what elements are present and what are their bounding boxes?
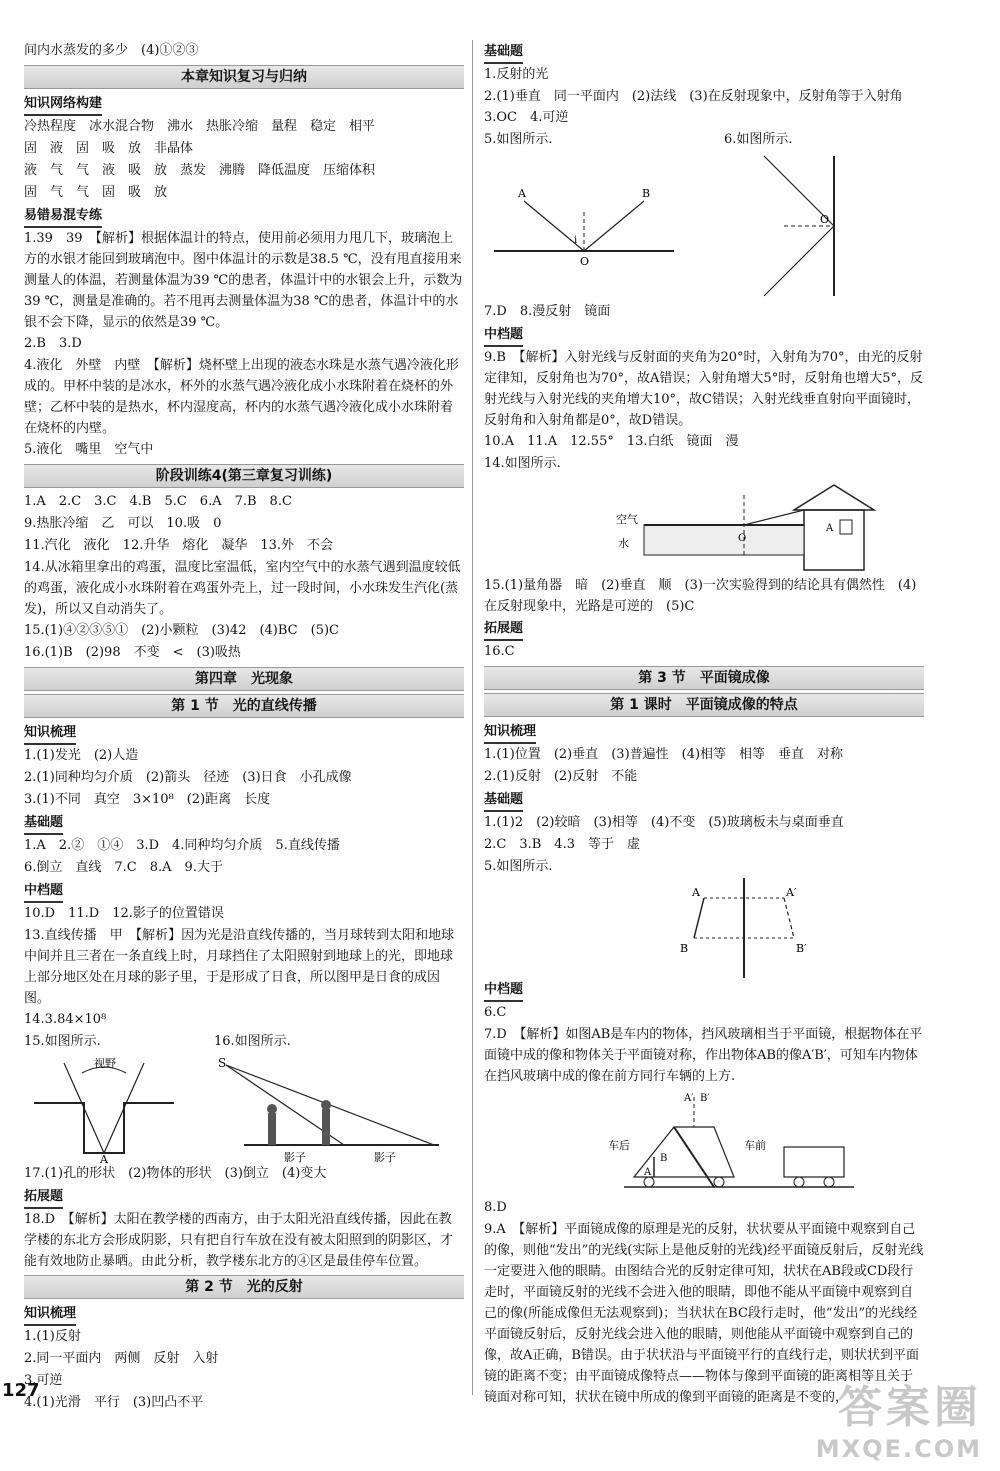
- answer-item: 1.(1)发光 (2)人造: [24, 748, 139, 763]
- ext-heading: 拓展题: [484, 619, 523, 641]
- answer-item: 5.液化 嘴里 空气中: [24, 442, 154, 457]
- answer-item: 2.(1)垂直 同一平面内 (2)法线 (3)在反射现象中，反射角等于入射角: [484, 89, 903, 104]
- answer-item: 10.D 11.D 12.影子的位置错误: [24, 906, 224, 921]
- page-number: 127: [2, 1380, 40, 1401]
- network-row: 冷热程度 冰水混合物 沸水 热胀冷缩 量程 稳定 相平: [24, 119, 376, 134]
- answer-item: 16.C: [484, 644, 515, 659]
- answer-item: 2.同一平面内 两侧 反射 入射: [24, 1351, 219, 1366]
- label-a: A: [692, 886, 700, 899]
- figure-6: [724, 129, 904, 301]
- answer-item: 9.A 【解析】平面镜成像的原理是光的反射，状状要从平面镜中观察到自己的像，则他“发出”的光线(实际上是他反射的光线)经平面镜反射后，反射光线一定要进入他的眼睛。由图结合光的反射定律可知，状状在AB段或CD段行走时，平面镜反射的光线不会进入他的眼睛，即他不能从平面镜中观察到自己的像(所能成像但无法观察到)；当状状在BC段行走时，他“发出”的光线经平面镜反射后，反射光线会进入他的眼睛，则他能从平面镜中观察到自己的像，故A正确，B错误。由于状状沿与平面镜平行的直线行走，则状状到平面镜的距离不变；由平面镜成像特点——物体与像到平面镜的距离相等且关于镜面对称可知，状状在镜中所成的像到平面镜的距离是不变的，: [484, 1222, 924, 1405]
- figure-caption: 16.如图所示.: [214, 1034, 291, 1049]
- figure-16: [214, 1031, 444, 1163]
- figures-5-6: [484, 129, 924, 301]
- label-i: i: [574, 235, 578, 246]
- answer-item: 16.(1)B (2)98 不变 < (3)吸热: [24, 645, 241, 660]
- label-a-prime: A′: [786, 886, 797, 899]
- answer-item: 14.从冰箱里拿出的鸡蛋，温度比室温低，室内空气中的水蒸气遇到温度较低的鸡蛋，液化成小水珠附着在鸡蛋外壳上，过一段时间，小水珠发生汽化(蒸发)，所以又自动消失了。: [24, 560, 461, 617]
- answer-item: 1.(1)位置 (2)垂直 (3)普遍性 (4)相等 相等 垂直 对称: [484, 747, 844, 762]
- label-shadow: 影子: [284, 1151, 306, 1163]
- answer-item: 11.汽化 液化 12.升华 熔化 凝华 13.外 不会: [24, 538, 334, 553]
- column-divider: [472, 40, 473, 1395]
- label-rear: 车后: [608, 1139, 630, 1152]
- label-o: O: [738, 533, 747, 544]
- answer-item: 7.D 【解析】如图AB是车内的物体，挡风玻璃相当于平面镜，根据物体在平面镜中成的像和物体关于平面镜对称，作出物体AB的像A′B′，可知车内物体在挡风玻璃中成的像在前方同行车辆的上方.: [484, 1027, 923, 1084]
- label-b: B: [642, 187, 651, 200]
- answer-item: 8.D: [484, 1200, 507, 1215]
- answer-item: 5.如图所示.: [484, 859, 553, 874]
- answer-item: 18.D 【解析】太阳在教学楼的西南方，由于太阳光沿直线传播，因此在教学楼的东北方会形成阴影，只有把自行车放在没有被太阳照到的阴影区，才能有效地防止暴晒。由此分析，教学楼东北方的④区是最佳停车位置。: [24, 1212, 454, 1269]
- label-water: 水: [618, 537, 629, 550]
- label-o: O: [580, 255, 590, 268]
- answer-item: 1.反射的光: [484, 67, 549, 82]
- reflection-diagram: [484, 151, 684, 271]
- vertical-mirror-diagram: [724, 151, 904, 301]
- chapter-banner: 第四章 光现象: [24, 667, 464, 691]
- errors-heading: 易错易混专练: [24, 206, 102, 228]
- basic-heading: 基础题: [484, 42, 523, 64]
- answer-item: 14.如图所示.: [484, 456, 561, 471]
- sorting-heading: 知识梳理: [24, 1304, 76, 1326]
- answer-item: 2.(1)同种均匀介质 (2)箭头 径迹 (3)日食 小孔成像: [24, 770, 352, 785]
- answer-item: 3.可逆: [24, 1373, 63, 1388]
- chapter-review-banner: 本章知识复习与归纳: [24, 65, 464, 89]
- answer-item: 13.直线传播 甲 【解析】因为光是沿直线传播的，当月球转到太阳和地球中间并且三者在一条直线上时，月球挡住了太阳照射到地球上的光，即地球上部分地区处在月球的影子里，于是形成了日食，所以图甲是日食的成因图。: [24, 928, 455, 1006]
- answer-item: 2.C 3.B 4.3 等于 虚: [484, 837, 640, 852]
- answer-item: 9.B 【解析】入射光线与反射面的夹角为20°时，入射角为70°，由光的反射定律知，反射角也为70°，故A错误；入射角增大5°时，反射角也增大5°，反射光线与入射光线的夹角增大10°，故C错误；入射光线垂直射向平面镜时，反射角和入射角都是0°，故D错误。: [484, 350, 923, 428]
- label-b-prime: B′: [796, 942, 807, 955]
- figure-mirror-image: [644, 878, 844, 978]
- label-front: 车前: [744, 1139, 766, 1152]
- lesson-banner: 第 1 课时 平面镜成像的特点: [484, 693, 924, 717]
- figure-15: [24, 1031, 194, 1163]
- figure-14-house-pond: [604, 475, 904, 575]
- network-heading: 知识网络构建: [24, 94, 102, 116]
- answer-item: 1.(1)2 (2)较暗 (3)相等 (4)不变 (5)玻璃板未与桌面垂直: [484, 815, 844, 830]
- figure-caption: 15.如图所示.: [24, 1034, 101, 1049]
- label-o: O: [820, 213, 830, 226]
- watermark-text: 答案圈: [838, 1382, 982, 1433]
- answer-item: 4.(1)光滑 平行 (3)凹凸不平: [24, 1395, 204, 1410]
- left-column: [24, 40, 464, 1414]
- answer-item: 10.A 11.A 12.55° 13.白纸 镜面 漫: [484, 434, 739, 449]
- stage-training-banner: 阶段训练4(第三章复习训练): [24, 464, 464, 488]
- figure-caption: 5.如图所示.: [484, 132, 553, 147]
- person-1: [268, 1113, 276, 1145]
- section-banner: 第 2 节 光的反射: [24, 1275, 464, 1299]
- watermark-url: MXQE.COM: [815, 1435, 982, 1463]
- label-b: B: [660, 1153, 668, 1164]
- intro-line: 间内水蒸发的多少 (4)①②③: [24, 43, 199, 58]
- network-row: 液 气 气 液 吸 放 蒸发 沸腾 降低温度 压缩体积: [24, 163, 376, 178]
- answer-item: 14.3.84×10⁸: [24, 1012, 107, 1027]
- basic-heading: 基础题: [484, 790, 523, 812]
- label-b-prime: B′: [700, 1093, 710, 1104]
- mid-heading: 中档题: [484, 980, 523, 1002]
- answer-item: 2.(1)反射 (2)反射 不能: [484, 769, 638, 784]
- figures-15-16: [24, 1031, 464, 1163]
- section-banner: 第 1 节 光的直线传播: [24, 694, 464, 718]
- shadow-diagram: [214, 1053, 444, 1163]
- answer-item: 1.39 39 【解析】根据体温计的特点，使用前必须用力甩几下，玻璃泡上方的水银才能回到玻璃泡中。图中体温计的示数是38.5 ℃，没有甩直接用来测量人的体温，若测量体温为39 ℃的患者，体温计中的水银会上升，示数为39 ℃，测量是准确的。若不甩再去测量体温为38 ℃的患者，体温计中的水银不会下降，显示的依然是39 ℃。: [24, 231, 463, 330]
- answer-item: 7.D 8.漫反射 镜面: [484, 304, 611, 319]
- answer-item: 6.倒立 直线 7.C 8.A 9.大于: [24, 860, 223, 875]
- answer-item: 1.A 2.C 3.C 4.B 5.C 6.A 7.B 8.C: [24, 494, 292, 509]
- ext-heading: 拓展题: [24, 1187, 63, 1209]
- mid-heading: 中档题: [484, 325, 523, 347]
- basic-heading: 基础题: [24, 813, 63, 835]
- label-s: S: [218, 1056, 227, 1070]
- label-view: 视野: [94, 1057, 116, 1070]
- label-a: A: [644, 1167, 652, 1178]
- network-row: 固 液 固 吸 放 非晶体: [24, 141, 194, 156]
- right-column: [484, 40, 924, 1408]
- label-a: A: [826, 523, 834, 534]
- label-a-prime: A′: [684, 1093, 694, 1104]
- sorting-heading: 知识梳理: [24, 723, 76, 745]
- mid-heading: 中档题: [24, 881, 63, 903]
- label-b: B: [680, 942, 689, 955]
- answer-item: 3.OC 4.可逆: [484, 110, 569, 125]
- answer-item: 3.(1)不同 真空 3×10⁸ (2)距离 长度: [24, 792, 271, 807]
- answer-item: 9.热胀冷缩 乙 可以 10.吸 0: [24, 516, 222, 531]
- answer-item: 15.(1)④②③⑤① (2)小颗粒 (3)42 (4)BC (5)C: [24, 623, 339, 638]
- network-row: 固 气 气 固 吸 放: [24, 185, 168, 200]
- answer-item: 1.(1)反射: [24, 1329, 81, 1344]
- label-shadow: 影子: [374, 1151, 396, 1163]
- answer-item: 4.液化 外壁 内壁 【解析】烧杯壁上出现的液态水珠是水蒸气遇冷液化形成的。甲杯中装的是冰水，杯外的水蒸气遇冷液化成小水珠附着在烧杯的外壁；乙杯中装的是热水，杯内湿度高，杯内的水蒸气遇冷液化成小水珠附着在烧杯的内壁。: [24, 358, 459, 436]
- figure-5: [484, 129, 684, 301]
- answer-item: 2.B 3.D: [24, 336, 82, 351]
- sorting-heading: 知识梳理: [484, 722, 536, 744]
- section-banner: 第 3 节 平面镜成像: [484, 666, 924, 690]
- answer-item: 15.(1)量角器 暗 (2)垂直 顺 (3)一次实验得到的结论具有偶然性 (4)在反射现象中，光路是可逆的 (5)C: [484, 578, 917, 614]
- label-a: A: [100, 1153, 108, 1163]
- answer-item: 6.C: [484, 1005, 507, 1020]
- pinhole-view-diagram: [24, 1053, 194, 1163]
- label-a: A: [518, 187, 526, 200]
- label-air: 空气: [616, 513, 638, 526]
- answer-item: 17.(1)孔的形状 (2)物体的形状 (3)倒立 (4)变大: [24, 1166, 327, 1181]
- watermark: [816, 1371, 982, 1463]
- figure-car-windshield: [604, 1087, 864, 1197]
- answer-item: 1.A 2.② ①④ 3.D 4.同种均匀介质 5.直线传播: [24, 838, 340, 853]
- figure-caption: 6.如图所示.: [724, 132, 793, 147]
- person-2: [322, 1109, 330, 1145]
